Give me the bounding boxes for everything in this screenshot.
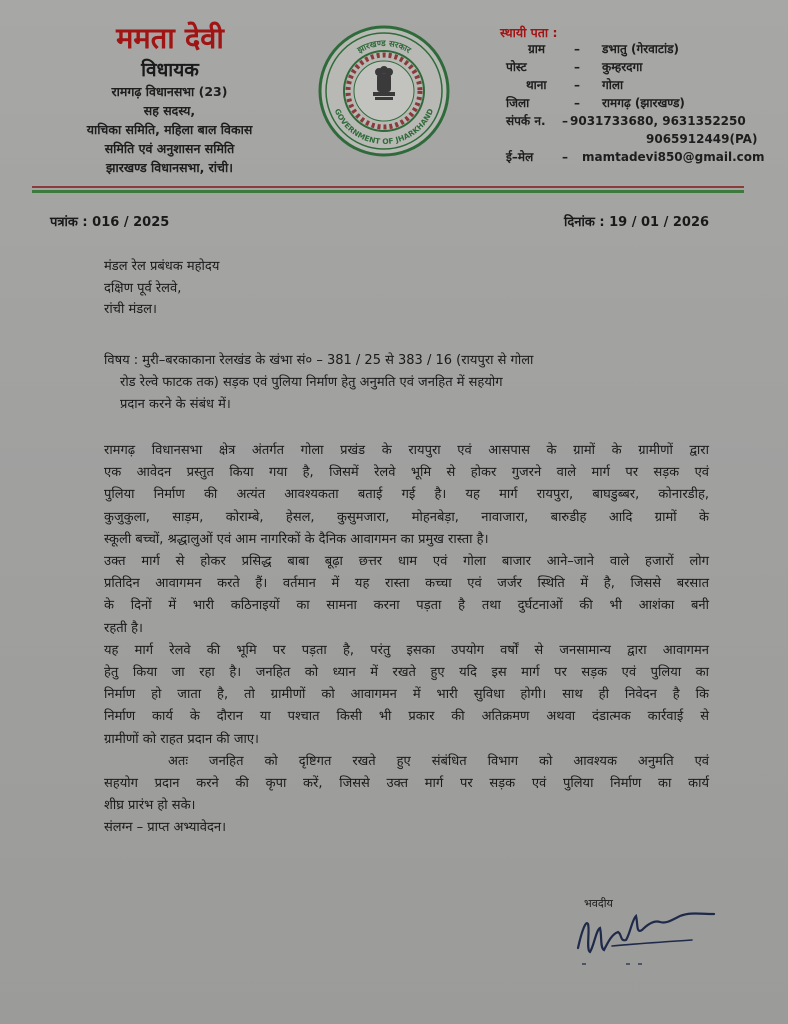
- sender-detail-line: समिति एवं अनुशासन समिति: [104, 141, 235, 156]
- letter-body: [104, 440, 709, 840]
- address-sep: –: [574, 78, 580, 92]
- body-line: पुलिया निर्माण की अत्यंत आवश्यकता बताई गई है। यह मार्ग रायपुरा, बाघडुब्बर, कोनारडीह,: [104, 487, 709, 503]
- body-line: एक आवेदन प्रस्तुत किया गया है, जिसमें रेलवे भूमि से होकर गुजरने वाले मार्ग पर सड़क एवं: [104, 465, 709, 481]
- address-sep: –: [562, 114, 568, 128]
- address-row: [506, 130, 758, 148]
- address-row: [506, 148, 765, 166]
- address-value: गोला: [602, 78, 624, 92]
- addressee-block: [104, 256, 219, 321]
- header-divider-red: [32, 186, 744, 188]
- body-line: के दिनों में भारी कठिनाइयों का सामना करना पड़ता है तथा दुर्घटनाओं की भी आशंका बनी: [104, 598, 709, 614]
- body-line: रामगढ़ विधानसभा क्षेत्र अंतर्गत गोला प्रखंड के रायपुरा एवं आसपास के ग्रामों के ग्रामीणों द्वारा: [104, 443, 709, 458]
- address-value: 9031733680, 9631352250: [570, 114, 746, 128]
- address-value: mamtadevi850@gmail.com: [582, 150, 765, 164]
- address-row: [506, 112, 746, 130]
- subject-line: प्रदान करने के संबंध में।: [120, 397, 231, 412]
- body-line: अतः जनहित को दृष्टिगत रखते हुए संबंधित विभाग को आवश्यक अनुमति एवं: [168, 753, 709, 769]
- subject-block: [104, 350, 664, 416]
- body-line: हेतु किया जा रहा है। जनहित को ध्यान में रखते हुए यदि इस मार्ग पर सड़क एवं पुलिया का: [104, 665, 709, 681]
- addressee-line: दक्षिण पूर्व रेलवे,: [104, 280, 182, 296]
- body-line: कुजुकुला, साड़म, कोराम्बे, हेसल, कुसुमजारा, मोहनबेड़ा, नावाजारा, बारुडीह आदि ग्रामों के: [104, 509, 709, 525]
- address-block: [506, 40, 765, 166]
- subject-line: रोड रेल्वे फाटक तक) सड़क एवं पुलिया निर्माण हेतु अनुमति एवं जनहित में सहयोग: [120, 375, 503, 390]
- header-divider-green: [32, 190, 744, 193]
- address-label: ई–मेल: [506, 150, 534, 164]
- body-line: सहयोग प्रदान करने की कृपा करें, जिससे उक्त मार्ग पर सड़क एवं पुलिया निर्माण का कार्य: [104, 776, 709, 792]
- seal-bottom-text: GOVERNMENT OF JHARKHAND: [332, 107, 436, 147]
- sender-detail-line: याचिका समिति, महिला बाल विकास: [86, 122, 253, 137]
- sender-designation: विधायक: [141, 59, 199, 81]
- closing-salutation: भवदीय: [584, 897, 613, 910]
- address-label: जिला: [506, 96, 530, 110]
- letter-date: दिनांक : 19 / 01 / 2026: [564, 215, 710, 230]
- sender-detail-line: सह सदस्य,: [143, 103, 196, 118]
- address-row: [506, 40, 679, 58]
- address-value: 9065912449(PA): [646, 132, 758, 146]
- body-line: संलग्न – प्राप्त अभ्यावेदन।: [104, 820, 227, 836]
- address-sep: –: [562, 150, 568, 164]
- address-value: कुम्हरदगा: [602, 60, 643, 74]
- addressee-line: मंडल रेल प्रबंधक महोदय: [104, 259, 220, 274]
- address-label: पोस्ट: [506, 60, 527, 74]
- body-line: निर्माण कार्य के दौरान या पश्चात किसी भी प्रकार की अतिक्रमण अथवा दंडात्मक कार्रवाई से: [104, 709, 709, 725]
- government-seal-icon: [317, 24, 451, 158]
- body-line: शीघ्र प्रारंभ हो सके।: [104, 798, 196, 814]
- reference-number: पत्रांक : 016 / 2025: [50, 215, 170, 230]
- body-line: उक्त मार्ग से होकर प्रसिद्ध बाबा बूढ़ा छत्तर धाम एवं गोला बाजार आने–जाने वाले हजारों लोग: [104, 554, 709, 570]
- address-label: ग्राम: [528, 42, 546, 56]
- signature-icon: [572, 890, 722, 970]
- sender-details: [42, 82, 297, 177]
- address-sep: –: [574, 60, 580, 74]
- body-line: निर्माण हो जाता है, तो ग्रामीणों को आवागमन में भारी सुविधा होगी। साथ ही निवेदन है कि: [104, 687, 709, 703]
- address-heading: स्थायी पता :: [500, 25, 558, 40]
- body-line: प्रतिदिन आवागमन करते हैं। वर्तमान में यह रास्ता कच्चा एवं जर्जर स्थिति में है, जिससे बरसात: [104, 576, 709, 592]
- subject-line: विषय : मुरी–बरकाकाना रेलखंड के खंभा सं० – 381 / 25 से 383 / 16 (रायपुरा से गोला: [104, 353, 534, 368]
- address-row: [506, 58, 643, 76]
- body-line: स्कूली बच्चों, श्रद्धालुओं एवं आम नागरिकों के दैनिक आवागमन का प्रमुख रास्ता है।: [104, 531, 489, 547]
- address-sep: –: [574, 96, 580, 110]
- address-value: रामगढ़ (झारखण्ड): [602, 96, 685, 110]
- address-row: [506, 94, 685, 112]
- addressee-line: रांची मंडल।: [104, 302, 157, 317]
- sender-detail-line: रामगढ़ विधानसभा (23): [111, 84, 228, 99]
- address-value: डभातु (गेरवाटांड): [602, 42, 679, 56]
- address-label: संपर्क न.: [506, 114, 546, 128]
- body-line: यह मार्ग रेलवे की भूमि पर पड़ता है, परंतु इसका उपयोग वर्षों से जनसामान्य द्वारा आवागमन: [104, 642, 709, 658]
- address-sep: –: [574, 42, 580, 56]
- address-row: [506, 76, 624, 94]
- body-line: ग्रामीणों को राहत प्रदान की जाए।: [104, 731, 259, 747]
- sender-detail-line: झारखण्ड विधानसभा, रांची।: [106, 160, 233, 175]
- sender-name: ममता देवी: [116, 21, 224, 55]
- seal-top-text: झारखण्ड सरकार: [356, 38, 413, 56]
- body-line: रहती है।: [104, 620, 143, 636]
- address-label: थाना: [526, 78, 547, 92]
